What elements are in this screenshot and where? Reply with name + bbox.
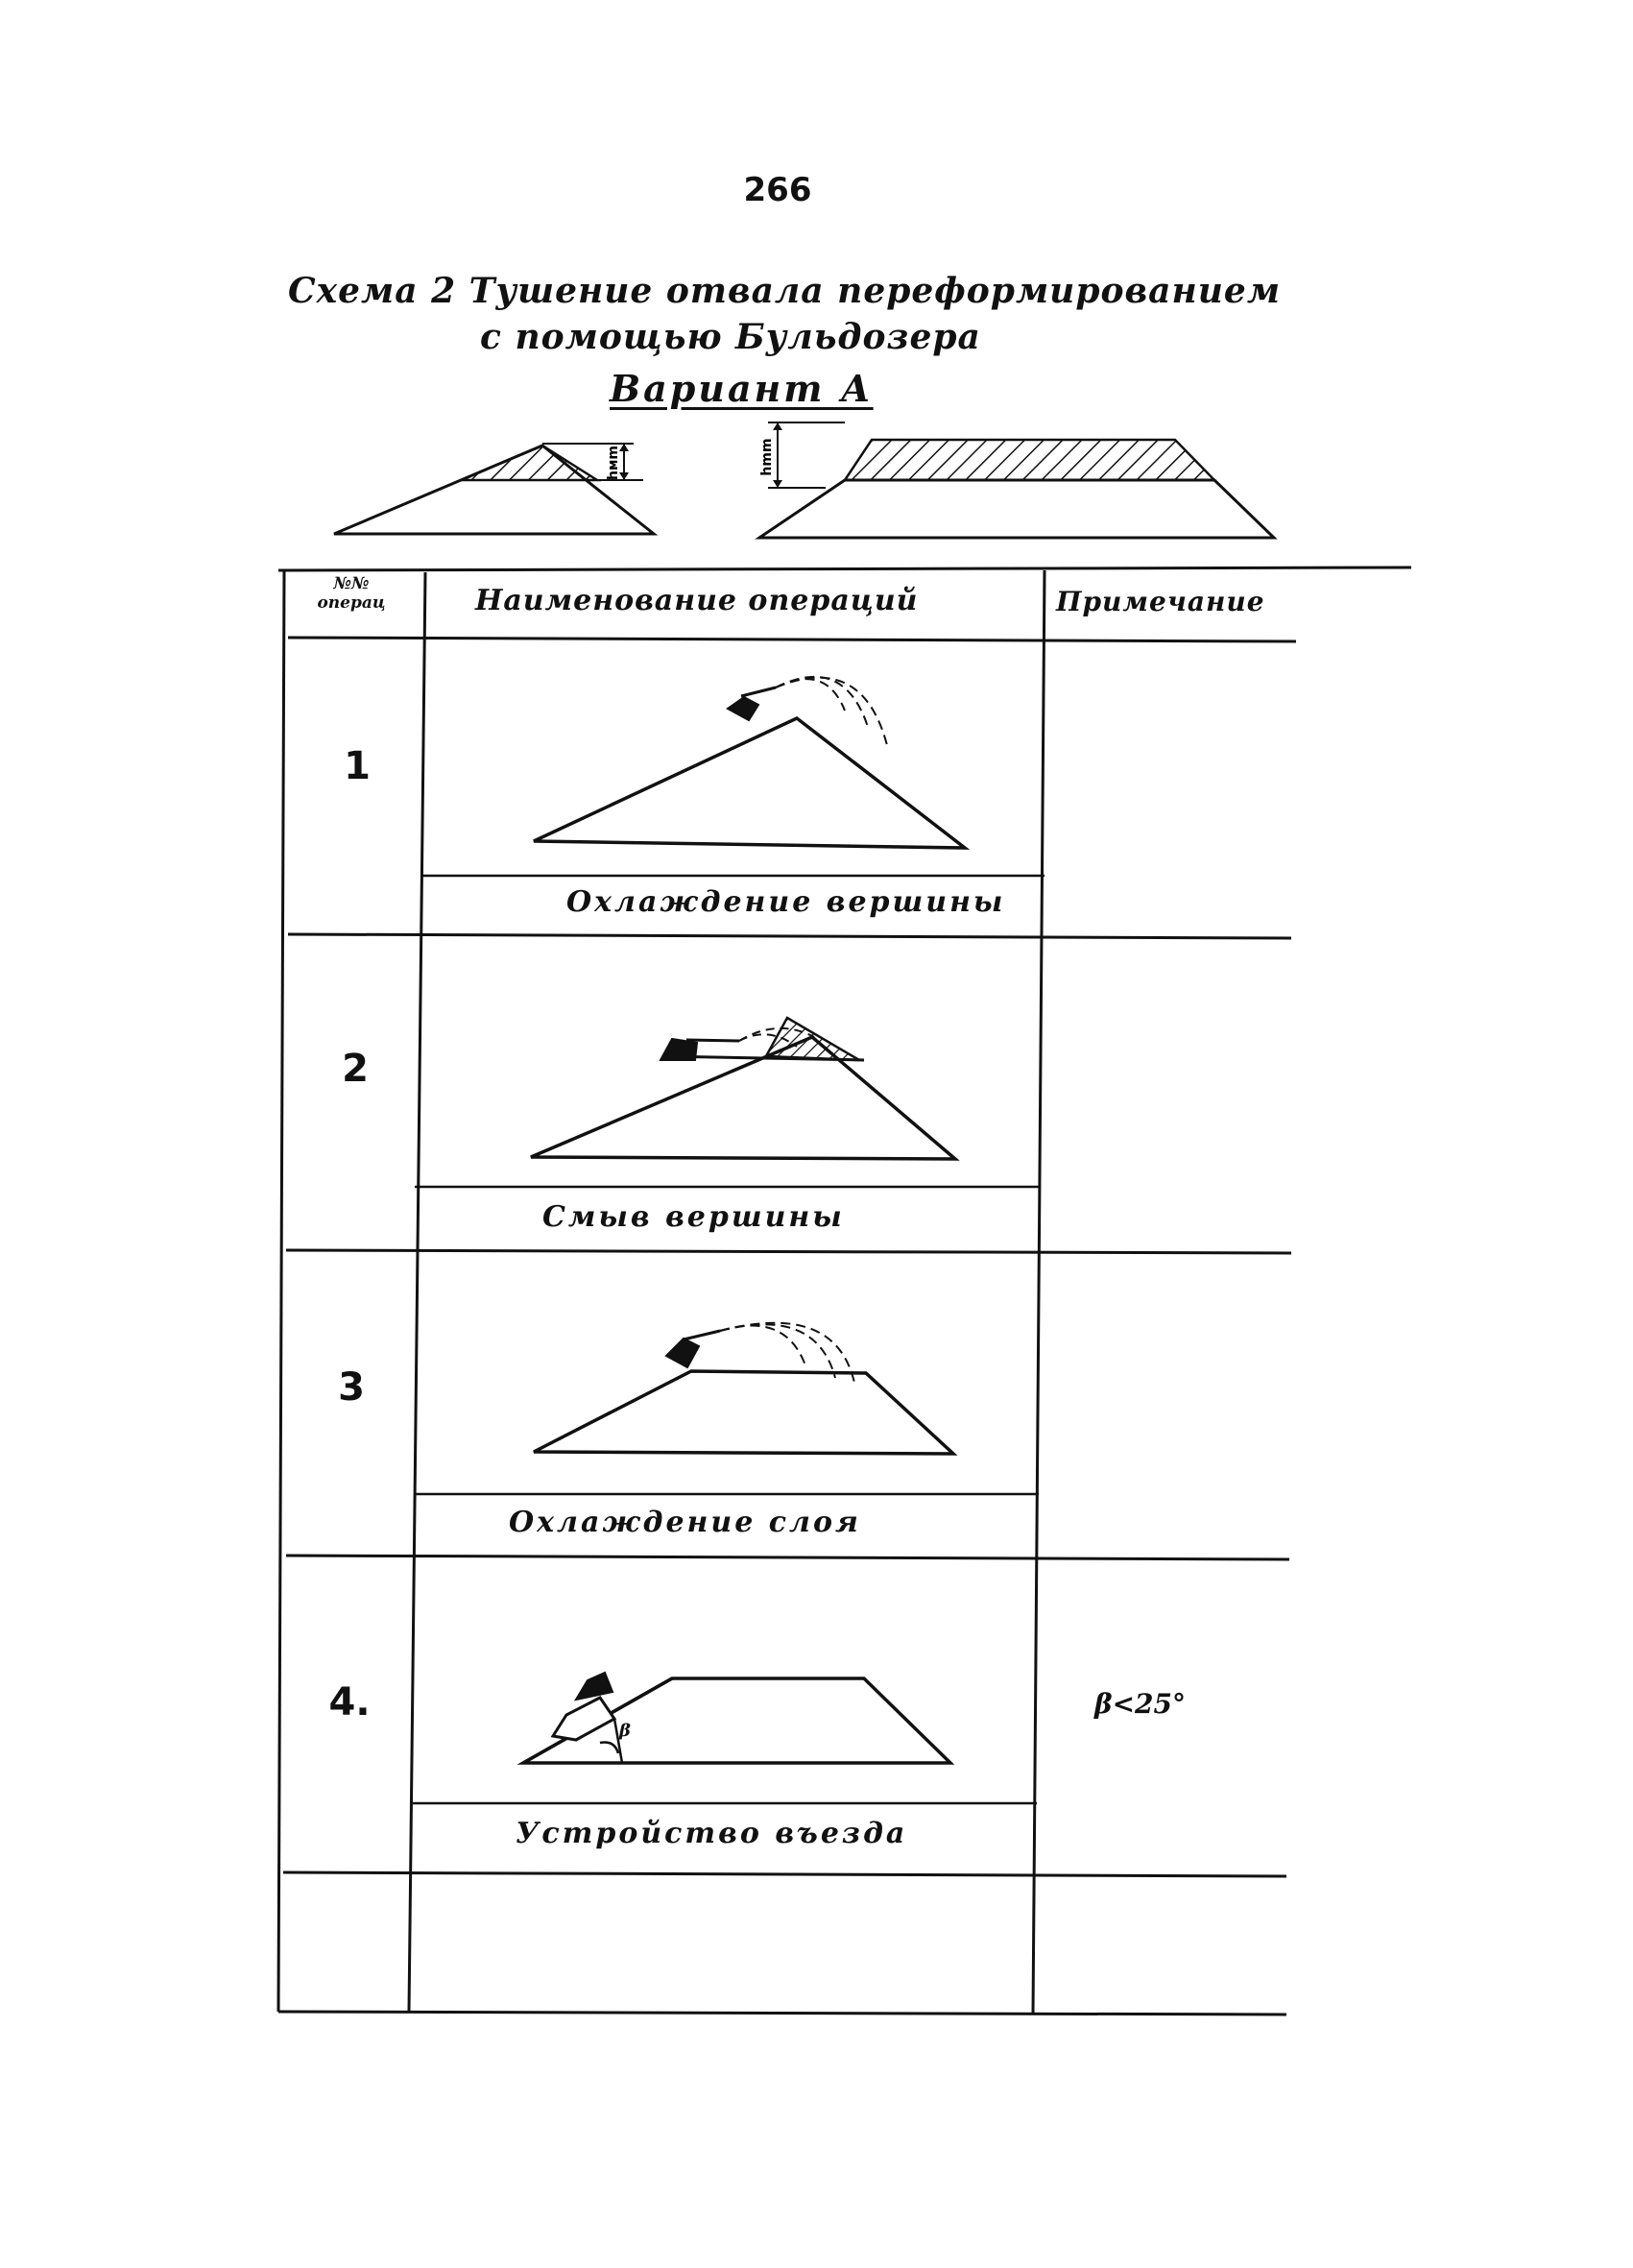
row-1-number: 1: [344, 744, 371, 788]
row-4-diagram: [523, 1673, 950, 1763]
row-3-number: 3: [338, 1365, 365, 1410]
row-4-caption: Устройство въезда: [516, 1817, 908, 1850]
dump-profile-after: [759, 422, 1274, 538]
row-4-note: β<25°: [1094, 1688, 1187, 1720]
page-number: 266: [743, 171, 812, 209]
row-3-diagram: [534, 1323, 953, 1454]
row-1-caption: Охлаждение вершины: [566, 885, 1006, 919]
header-number-line2: операц: [317, 593, 386, 613]
header-number-line1: №№: [333, 574, 370, 593]
header-operation-name: Наименование операций: [475, 584, 919, 617]
row-2-number: 2: [342, 1047, 369, 1091]
scheme-title: Схема 2 Тушение отвала переформированием: [288, 271, 1282, 311]
header-number: [294, 574, 409, 613]
row-2-caption: Смыв вершины: [542, 1200, 845, 1234]
row-2-diagram: [531, 1018, 955, 1159]
scheme-subtitle: с помощью Бульдозера: [480, 317, 981, 357]
row-3-caption: Охлаждение слоя: [509, 1506, 861, 1539]
row-1-diagram: [534, 677, 965, 848]
variant-heading: Вариант А: [610, 367, 874, 410]
operations-table-grid: [278, 567, 1411, 2015]
height-label-left: hмm: [606, 446, 621, 480]
row-4-number: 4.: [328, 1680, 371, 1725]
angle-beta-label: β: [619, 1721, 631, 1741]
height-label-right: hmm: [759, 438, 775, 476]
header-note: Примечание: [1056, 586, 1265, 617]
